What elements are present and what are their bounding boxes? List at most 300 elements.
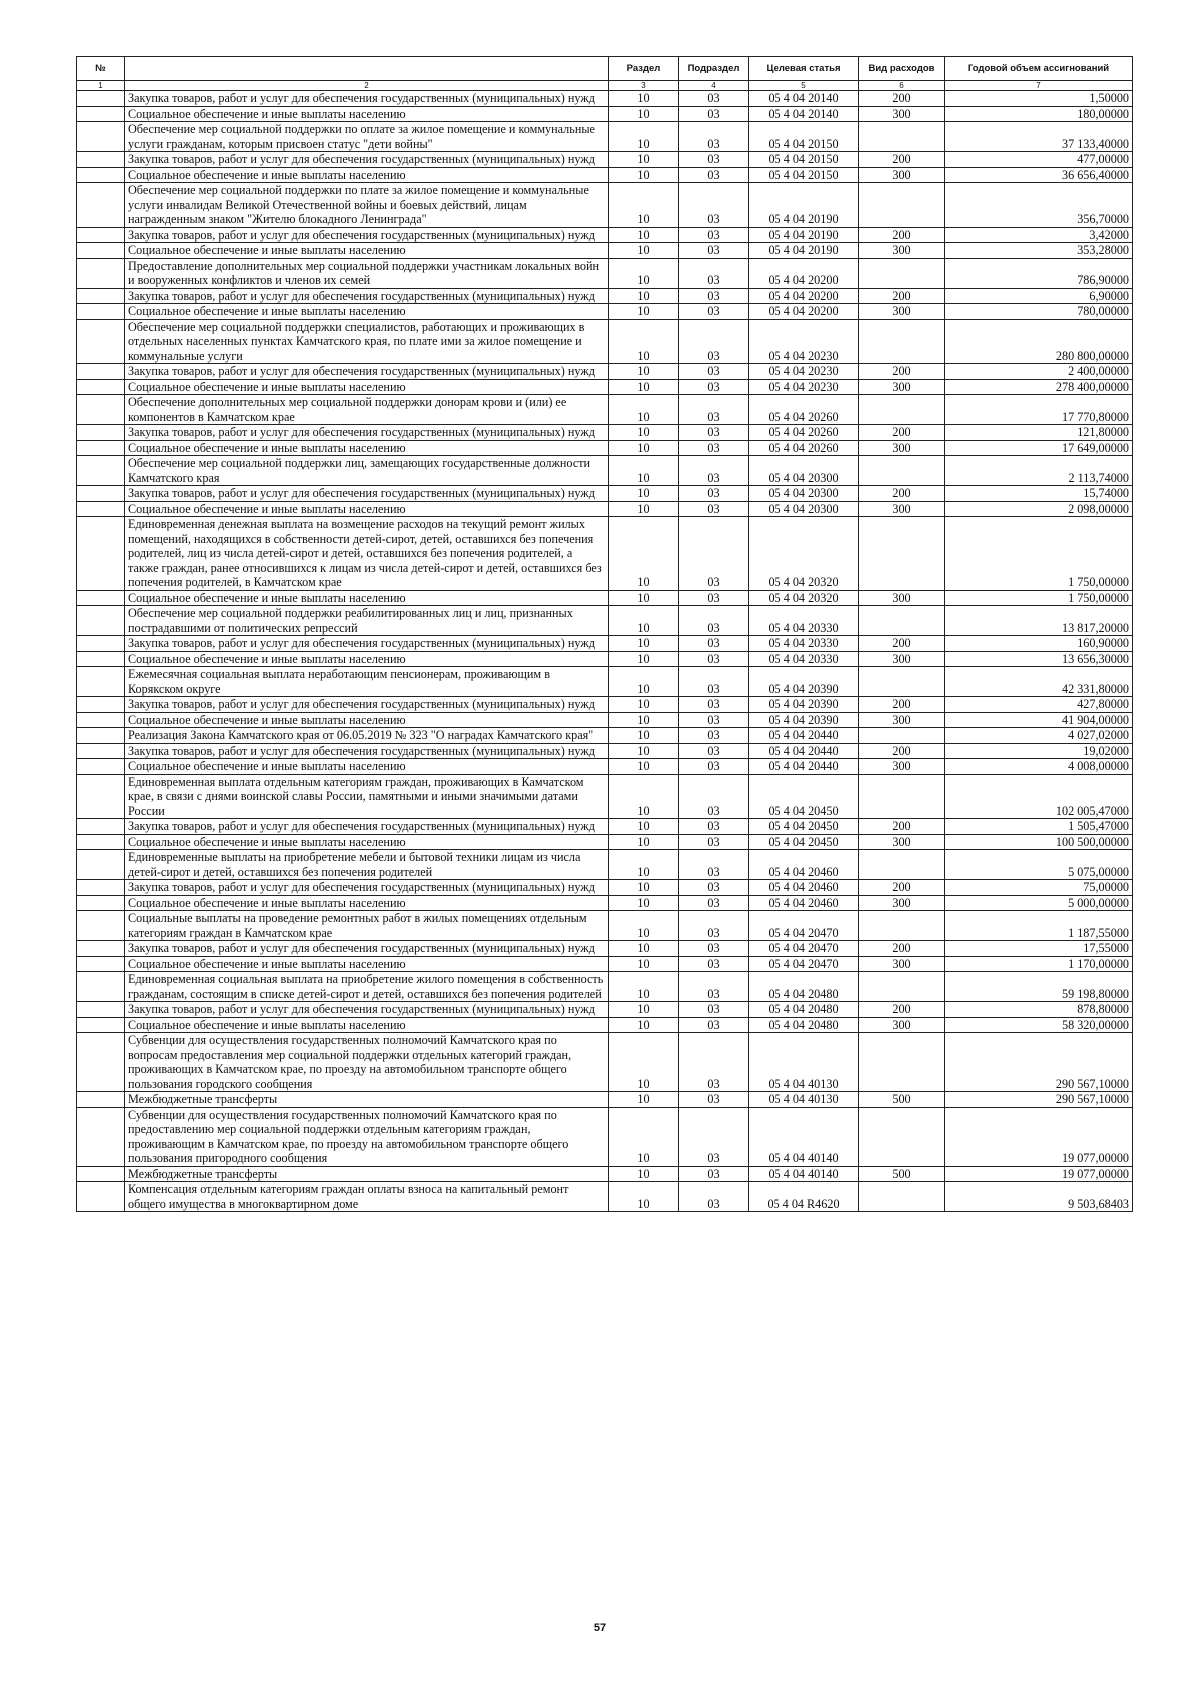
row-no-cell [77,850,125,880]
row-subsection-cell: 03 [679,590,749,606]
row-name-cell: Социальное обеспечение и иные выплаты населению [125,304,609,320]
table-row [77,319,1133,364]
row-expense-type-cell [859,972,945,1002]
row-article-cell: 05 4 04 20140 [749,106,859,122]
row-amount-cell: 780,00000 [945,304,1133,320]
table-header [77,57,1133,91]
table-row [77,517,1133,591]
row-no-cell [77,606,125,636]
row-article-cell: 05 4 04 20470 [749,956,859,972]
row-section-cell: 10 [609,972,679,1002]
row-section-cell: 10 [609,227,679,243]
row-name-cell: Социальное обеспечение и иные выплаты населению [125,590,609,606]
row-section-cell: 10 [609,364,679,380]
row-expense-type-cell [859,319,945,364]
row-no-cell [77,501,125,517]
row-subsection-cell: 03 [679,456,749,486]
row-subsection-cell: 03 [679,243,749,259]
row-section-cell: 10 [609,106,679,122]
row-no-cell [77,91,125,107]
table-row [77,1107,1133,1166]
row-name-cell: Закупка товаров, работ и услуг для обеспечения государственных (муниципальных) нужд [125,1002,609,1018]
row-no-cell [77,1166,125,1182]
row-article-cell: 05 4 04 20200 [749,304,859,320]
row-amount-cell: 42 331,80000 [945,667,1133,697]
row-no-cell [77,759,125,775]
row-amount-cell: 1 170,00000 [945,956,1133,972]
row-article-cell: 05 4 04 40140 [749,1166,859,1182]
row-name-cell: Социальное обеспечение и иные выплаты населению [125,243,609,259]
row-article-cell: 05 4 04 20480 [749,972,859,1002]
row-amount-cell: 786,90000 [945,258,1133,288]
row-section-cell: 10 [609,517,679,591]
row-subsection-cell: 03 [679,106,749,122]
row-subsection-cell: 03 [679,395,749,425]
row-expense-type-cell: 300 [859,895,945,911]
table-row [77,425,1133,441]
row-amount-cell: 36 656,40000 [945,167,1133,183]
row-expense-type-cell [859,667,945,697]
row-amount-cell: 41 904,00000 [945,712,1133,728]
row-name-cell: Единовременная выплата отдельным категориям граждан, проживающих в Камчатском крае, в связи с днями воинской славы России, памятными и иными значимыми датами России [125,774,609,819]
row-name-cell: Ежемесячная социальная выплата неработающим пенсионерам, проживающим в Корякском округе [125,667,609,697]
row-no-cell [77,227,125,243]
row-article-cell: 05 4 04 20260 [749,440,859,456]
row-expense-type-cell: 200 [859,486,945,502]
table-row [77,728,1133,744]
row-name-cell: Межбюджетные трансферты [125,1092,609,1108]
row-no-cell [77,819,125,835]
row-no-cell [77,1017,125,1033]
row-expense-type-cell: 300 [859,590,945,606]
row-amount-cell: 102 005,47000 [945,774,1133,819]
row-section-cell: 10 [609,911,679,941]
row-no-cell [77,319,125,364]
row-amount-cell: 17 649,00000 [945,440,1133,456]
row-article-cell: 05 4 04 20450 [749,774,859,819]
row-subsection-cell: 03 [679,167,749,183]
row-section-cell: 10 [609,956,679,972]
row-subsection-cell: 03 [679,258,749,288]
row-no-cell [77,728,125,744]
row-expense-type-cell: 300 [859,440,945,456]
col-number: 4 [679,81,749,91]
table-row [77,667,1133,697]
row-amount-cell: 1 505,47000 [945,819,1133,835]
row-amount-cell: 278 400,00000 [945,379,1133,395]
row-amount-cell: 75,00000 [945,880,1133,896]
row-amount-cell: 19,02000 [945,743,1133,759]
row-section-cell: 10 [609,1017,679,1033]
col-number: 2 [125,81,609,91]
row-expense-type-cell [859,1107,945,1166]
row-article-cell: 05 4 04 20150 [749,122,859,152]
row-expense-type-cell: 300 [859,501,945,517]
row-expense-type-cell: 300 [859,243,945,259]
row-name-cell: Обеспечение мер социальной поддержки лиц, замещающих государственные должности Камчатского края [125,456,609,486]
row-section-cell: 10 [609,122,679,152]
row-name-cell: Социальные выплаты на проведение ремонтных работ в жилых помещениях отдельным категориям граждан в Камчатском крае [125,911,609,941]
row-no-cell [77,880,125,896]
row-expense-type-cell: 200 [859,425,945,441]
row-article-cell: 05 4 04 20260 [749,395,859,425]
budget-sheet [76,56,1132,1212]
row-subsection-cell: 03 [679,364,749,380]
row-no-cell [77,1182,125,1212]
row-subsection-cell: 03 [679,91,749,107]
table-row [77,1033,1133,1092]
table-row [77,91,1133,107]
row-amount-cell: 477,00000 [945,152,1133,168]
row-section-cell: 10 [609,501,679,517]
header-subsection: Подраздел [679,57,749,81]
row-section-cell: 10 [609,850,679,880]
row-name-cell: Закупка товаров, работ и услуг для обеспечения государственных (муниципальных) нужд [125,880,609,896]
row-name-cell: Социальное обеспечение и иные выплаты населению [125,167,609,183]
row-amount-cell: 17 770,80000 [945,395,1133,425]
row-amount-cell: 2 098,00000 [945,501,1133,517]
row-name-cell: Социальное обеспечение и иные выплаты населению [125,956,609,972]
row-expense-type-cell [859,258,945,288]
row-no-cell [77,911,125,941]
header-no: № [77,57,125,81]
table-row [77,1092,1133,1108]
row-article-cell: 05 4 04 20320 [749,590,859,606]
row-subsection-cell: 03 [679,774,749,819]
row-article-cell: 05 4 04 20200 [749,288,859,304]
row-no-cell [77,941,125,957]
row-amount-cell: 4 027,02000 [945,728,1133,744]
row-name-cell: Социальное обеспечение и иные выплаты населению [125,106,609,122]
row-article-cell: 05 4 04 20300 [749,486,859,502]
row-amount-cell: 1 187,55000 [945,911,1133,941]
row-amount-cell: 17,55000 [945,941,1133,957]
row-name-cell: Закупка товаров, работ и услуг для обеспечения государственных (муниципальных) нужд [125,743,609,759]
row-section-cell: 10 [609,1107,679,1166]
row-no-cell [77,183,125,228]
row-article-cell: 05 4 04 20450 [749,834,859,850]
row-section-cell: 10 [609,486,679,502]
table-row [77,486,1133,502]
row-no-cell [77,697,125,713]
row-article-cell: 05 4 04 20330 [749,636,859,652]
row-article-cell: 05 4 04 20230 [749,319,859,364]
header-target-article: Целевая статья [749,57,859,81]
row-expense-type-cell [859,606,945,636]
row-subsection-cell: 03 [679,911,749,941]
row-no-cell [77,243,125,259]
row-section-cell: 10 [609,91,679,107]
row-amount-cell: 427,80000 [945,697,1133,713]
table-row [77,972,1133,1002]
row-section-cell: 10 [609,440,679,456]
row-subsection-cell: 03 [679,880,749,896]
row-subsection-cell: 03 [679,1002,749,1018]
table-row [77,590,1133,606]
budget-table [76,56,1133,1212]
table-row [77,183,1133,228]
row-article-cell: 05 4 04 20300 [749,501,859,517]
row-section-cell: 10 [609,743,679,759]
row-no-cell [77,456,125,486]
row-amount-cell: 353,28000 [945,243,1133,259]
row-article-cell: 05 4 04 20390 [749,697,859,713]
table-row [77,606,1133,636]
row-name-cell: Субвенции для осуществления государственных полномочий Камчатского края по вопросам предоставления мер социальной поддержки отдельных категорий граждан, проживающих в Камчатском крае, по проезду на автомобильном транспорте общего пользования городского сообщения [125,1033,609,1092]
row-expense-type-cell [859,774,945,819]
row-expense-type-cell: 200 [859,941,945,957]
row-section-cell: 10 [609,941,679,957]
row-expense-type-cell [859,728,945,744]
col-number: 6 [859,81,945,91]
row-subsection-cell: 03 [679,728,749,744]
row-no-cell [77,167,125,183]
row-article-cell: 05 4 04 20450 [749,819,859,835]
row-subsection-cell: 03 [679,319,749,364]
row-subsection-cell: 03 [679,636,749,652]
table-row [77,759,1133,775]
row-article-cell: 05 4 04 20440 [749,759,859,775]
row-name-cell: Социальное обеспечение и иные выплаты населению [125,651,609,667]
row-article-cell: 05 4 04 20470 [749,941,859,957]
row-amount-cell: 5 000,00000 [945,895,1133,911]
row-no-cell [77,258,125,288]
row-no-cell [77,379,125,395]
row-expense-type-cell: 200 [859,1002,945,1018]
table-row [77,304,1133,320]
row-article-cell: 05 4 04 20390 [749,667,859,697]
row-section-cell: 10 [609,606,679,636]
row-article-cell: 05 4 04 20260 [749,425,859,441]
row-expense-type-cell: 200 [859,227,945,243]
row-name-cell: Обеспечение мер социальной поддержки реабилитированных лиц и лиц, признанных пострадавшими от политических репрессий [125,606,609,636]
row-expense-type-cell: 200 [859,697,945,713]
row-section-cell: 10 [609,152,679,168]
row-subsection-cell: 03 [679,712,749,728]
row-subsection-cell: 03 [679,941,749,957]
row-expense-type-cell: 300 [859,1017,945,1033]
row-name-cell: Закупка товаров, работ и услуг для обеспечения государственных (муниципальных) нужд [125,364,609,380]
row-no-cell [77,667,125,697]
row-expense-type-cell [859,1033,945,1092]
table-row [77,379,1133,395]
row-no-cell [77,972,125,1002]
row-amount-cell: 280 800,00000 [945,319,1133,364]
row-name-cell: Единовременная социальная выплата на приобретение жилого помещения в собственность гражданам, состоящим в списке детей-сирот и детей, оставшихся без попечения родителей [125,972,609,1002]
row-subsection-cell: 03 [679,183,749,228]
row-no-cell [77,636,125,652]
row-amount-cell: 180,00000 [945,106,1133,122]
row-amount-cell: 2 113,74000 [945,456,1133,486]
row-section-cell: 10 [609,895,679,911]
table-row [77,1182,1133,1212]
table-row [77,956,1133,972]
row-article-cell: 05 4 04 20200 [749,258,859,288]
row-article-cell: 05 4 04 20460 [749,880,859,896]
row-amount-cell: 19 077,00000 [945,1166,1133,1182]
row-amount-cell: 19 077,00000 [945,1107,1133,1166]
row-expense-type-cell: 200 [859,288,945,304]
row-section-cell: 10 [609,697,679,713]
row-section-cell: 10 [609,258,679,288]
row-subsection-cell: 03 [679,1182,749,1212]
table-row [77,834,1133,850]
row-subsection-cell: 03 [679,819,749,835]
row-section-cell: 10 [609,379,679,395]
row-amount-cell: 1,50000 [945,91,1133,107]
row-article-cell: 05 4 04 20320 [749,517,859,591]
row-no-cell [77,425,125,441]
row-name-cell: Закупка товаров, работ и услуг для обеспечения государственных (муниципальных) нужд [125,697,609,713]
row-subsection-cell: 03 [679,1092,749,1108]
row-name-cell: Социальное обеспечение и иные выплаты населению [125,440,609,456]
col-number: 5 [749,81,859,91]
row-name-cell: Социальное обеспечение и иные выплаты населению [125,379,609,395]
row-article-cell: 05 4 04 20330 [749,651,859,667]
table-row [77,651,1133,667]
row-expense-type-cell: 200 [859,636,945,652]
row-subsection-cell: 03 [679,152,749,168]
row-no-cell [77,106,125,122]
row-amount-cell: 3,42000 [945,227,1133,243]
row-no-cell [77,486,125,502]
row-subsection-cell: 03 [679,956,749,972]
table-row [77,1166,1133,1182]
row-name-cell: Закупка товаров, работ и услуг для обеспечения государственных (муниципальных) нужд [125,819,609,835]
row-amount-cell: 1 750,00000 [945,590,1133,606]
row-article-cell: 05 4 04 40130 [749,1092,859,1108]
row-amount-cell: 58 320,00000 [945,1017,1133,1033]
row-subsection-cell: 03 [679,972,749,1002]
table-row [77,941,1133,957]
row-name-cell: Реализация Закона Камчатского края от 06.05.2019 № 323 "О наградах Камчатского края" [125,728,609,744]
row-name-cell: Компенсация отдельным категориям граждан оплаты взноса на капитальный ремонт общего имущества в многоквартирном доме [125,1182,609,1212]
row-no-cell [77,712,125,728]
row-name-cell: Социальное обеспечение и иные выплаты населению [125,712,609,728]
row-no-cell [77,1033,125,1092]
row-no-cell [77,895,125,911]
row-article-cell: 05 4 04 20190 [749,243,859,259]
row-subsection-cell: 03 [679,1017,749,1033]
row-expense-type-cell [859,183,945,228]
row-subsection-cell: 03 [679,304,749,320]
col-number: 3 [609,81,679,91]
row-subsection-cell: 03 [679,834,749,850]
row-expense-type-cell [859,911,945,941]
row-amount-cell: 356,70000 [945,183,1133,228]
row-name-cell: Субвенции для осуществления государственных полномочий Камчатского края по предоставлению мер социальной поддержки отдельным категориям граждан, проживающим в Камчатском крае, по проезду на автомобильном транспорте общего пользования пригородного сообщения [125,1107,609,1166]
row-name-cell: Социальное обеспечение и иные выплаты населению [125,834,609,850]
row-subsection-cell: 03 [679,122,749,152]
row-no-cell [77,1002,125,1018]
table-row [77,456,1133,486]
table-row [77,880,1133,896]
row-subsection-cell: 03 [679,1166,749,1182]
row-section-cell: 10 [609,1092,679,1108]
row-amount-cell: 5 075,00000 [945,850,1133,880]
row-section-cell: 10 [609,880,679,896]
header-expense-type: Вид расходов [859,57,945,81]
row-section-cell: 10 [609,167,679,183]
row-no-cell [77,834,125,850]
row-article-cell: 05 4 04 20470 [749,911,859,941]
row-no-cell [77,956,125,972]
row-section-cell: 10 [609,590,679,606]
header-name [125,57,609,81]
row-article-cell: 05 4 04 20150 [749,152,859,168]
row-name-cell: Социальное обеспечение и иные выплаты населению [125,759,609,775]
row-article-cell: 05 4 04 20230 [749,379,859,395]
row-name-cell: Социальное обеспечение и иные выплаты населению [125,501,609,517]
row-subsection-cell: 03 [679,651,749,667]
row-expense-type-cell: 200 [859,743,945,759]
row-section-cell: 10 [609,759,679,775]
row-subsection-cell: 03 [679,606,749,636]
row-expense-type-cell: 300 [859,167,945,183]
row-expense-type-cell: 200 [859,819,945,835]
row-section-cell: 10 [609,243,679,259]
table-body [77,91,1133,1212]
row-no-cell [77,152,125,168]
row-section-cell: 10 [609,456,679,486]
row-expense-type-cell [859,517,945,591]
row-amount-cell: 121,80000 [945,425,1133,441]
row-no-cell [77,774,125,819]
table-row [77,501,1133,517]
row-expense-type-cell: 200 [859,880,945,896]
row-name-cell: Закупка товаров, работ и услуг для обеспечения государственных (муниципальных) нужд [125,227,609,243]
row-amount-cell: 290 567,10000 [945,1092,1133,1108]
row-name-cell: Закупка товаров, работ и услуг для обеспечения государственных (муниципальных) нужд [125,425,609,441]
row-section-cell: 10 [609,728,679,744]
row-name-cell: Предоставление дополнительных мер социальной поддержки участникам локальных войн и вооруженных конфликтов и членов их семей [125,258,609,288]
row-amount-cell: 878,80000 [945,1002,1133,1018]
row-article-cell: 05 4 04 20390 [749,712,859,728]
row-no-cell [77,743,125,759]
row-subsection-cell: 03 [679,697,749,713]
row-article-cell: 05 4 04 20140 [749,91,859,107]
row-subsection-cell: 03 [679,667,749,697]
row-amount-cell: 9 503,68403 [945,1182,1133,1212]
row-subsection-cell: 03 [679,895,749,911]
row-article-cell: 05 4 04 20460 [749,895,859,911]
row-article-cell: 05 4 04 20190 [749,227,859,243]
row-subsection-cell: 03 [679,288,749,304]
row-article-cell: 05 4 04 R4620 [749,1182,859,1212]
row-section-cell: 10 [609,183,679,228]
row-section-cell: 10 [609,834,679,850]
table-row [77,1017,1133,1033]
row-article-cell: 05 4 04 20300 [749,456,859,486]
table-row [77,288,1133,304]
header-annual-amount: Годовой объем ассигнований [945,57,1133,81]
row-section-cell: 10 [609,1182,679,1212]
row-section-cell: 10 [609,395,679,425]
table-row [77,774,1133,819]
row-no-cell [77,395,125,425]
table-row [77,258,1133,288]
page-number: 57 [593,1622,607,1634]
row-article-cell: 05 4 04 20230 [749,364,859,380]
row-section-cell: 10 [609,1166,679,1182]
row-expense-type-cell: 200 [859,364,945,380]
table-row [77,440,1133,456]
table-row [77,743,1133,759]
row-amount-cell: 100 500,00000 [945,834,1133,850]
header-section: Раздел [609,57,679,81]
row-subsection-cell: 03 [679,227,749,243]
row-article-cell: 05 4 04 20480 [749,1002,859,1018]
